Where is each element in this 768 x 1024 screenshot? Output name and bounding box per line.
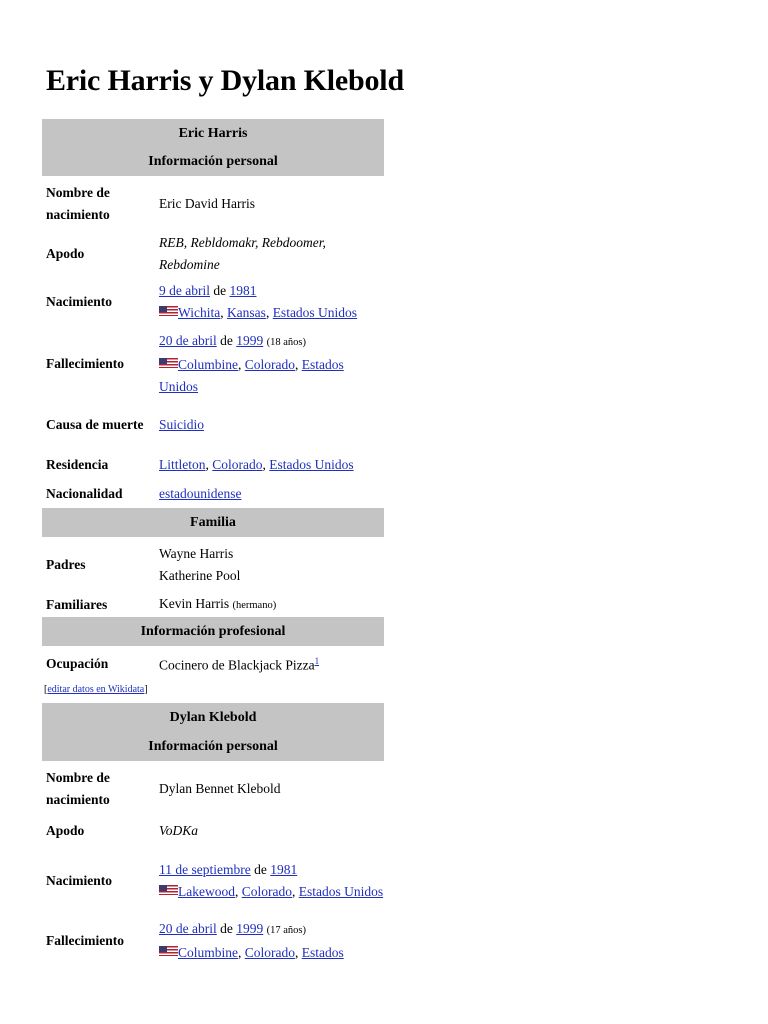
death-country-link[interactable]: Estados Unidos <box>159 357 344 394</box>
death-date-link[interactable]: 20 de abril <box>159 921 217 936</box>
us-flag-icon <box>159 306 178 316</box>
edit-wikidata <box>44 684 148 695</box>
birth-name-value: Eric David Harris <box>159 195 255 211</box>
parents-value <box>159 537 384 592</box>
us-flag-icon <box>159 946 178 956</box>
death-value: 20 de abril de 1999 (18 años) Columbine, Colorado, Estados Unidos <box>159 333 344 394</box>
nickname-value <box>159 816 384 846</box>
death-value: 20 de abril de 1999 (17 años) Columbine, Colorado, Estados <box>159 921 344 960</box>
cause-value <box>159 400 384 450</box>
relative-name: Kevin Harris <box>159 595 230 611</box>
birth-city-link[interactable]: Wichita <box>178 305 221 320</box>
birth-label: Nacimiento <box>46 873 112 888</box>
birth-year-link[interactable]: 1981 <box>229 283 257 298</box>
occupation-ref-link[interactable]: 1 <box>314 656 320 667</box>
death-date-link[interactable]: 20 de abril <box>159 333 217 348</box>
death-state-link[interactable]: Colorado <box>244 357 295 372</box>
infobox-eric-harris <box>42 119 384 681</box>
parent-mother: Katherine Pool <box>159 567 241 583</box>
edit-wikidata-link[interactable]: editar datos en Wikidata <box>47 684 145 695</box>
death-age: (17 años) <box>266 925 306 936</box>
birth-country-link[interactable]: Estados Unidos <box>272 305 358 320</box>
nationality-link[interactable]: estadounidense <box>159 485 242 501</box>
nickname-value <box>159 231 384 276</box>
death-label: Fallecimiento <box>46 356 124 371</box>
birth-value: 9 de abril de 1981 Wichita, Kansas, Estados Unidos <box>159 283 358 320</box>
birth-year-link[interactable]: 1981 <box>270 862 298 877</box>
nickname-text: VoDKa <box>159 823 199 838</box>
death-city-link[interactable]: Columbine <box>178 945 238 960</box>
nickname-label: Apodo <box>46 245 85 261</box>
birth-state-link[interactable]: Kansas <box>226 305 266 320</box>
death-year-link[interactable]: 1999 <box>236 333 264 348</box>
residence-country-link[interactable]: Estados Unidos <box>269 456 354 472</box>
occupation-label: Ocupación <box>46 655 109 671</box>
nickname-label: Apodo <box>46 823 85 838</box>
section-header-personal: Información personal <box>42 148 384 176</box>
section-header-family: Familia <box>42 508 384 537</box>
birth-state-link[interactable]: Colorado <box>241 884 292 899</box>
nickname-text: REB, Rebldomakr, Rebdoomer, Rebdomine <box>159 234 326 272</box>
infobox-name: Dylan Klebold <box>42 703 384 733</box>
residence-label: Residencia <box>46 456 109 472</box>
parent-father: Wayne Harris <box>159 545 234 561</box>
death-de: de <box>220 333 233 348</box>
infobox-name: Eric Harris <box>42 119 384 148</box>
birth-name-label: Nombre de nacimiento <box>46 769 110 807</box>
residence-value: Littleton, Colorado, Estados Unidos <box>159 456 354 472</box>
nationality-label: Nacionalidad <box>46 485 123 501</box>
birth-de: de <box>254 862 267 877</box>
death-age: (18 años) <box>266 337 306 348</box>
edit-close-bracket: ] <box>144 684 148 695</box>
cause-label: Causa de muerte <box>46 417 144 432</box>
birth-value: 11 de septiembre de 1981 Lakewood, Colorado, Estados Unidos <box>159 862 384 899</box>
relative-note: (hermano) <box>232 599 277 611</box>
birth-date-link[interactable]: 11 de septiembre <box>159 862 251 877</box>
parents-label: Padres <box>46 556 86 572</box>
death-year-link[interactable]: 1999 <box>236 921 264 936</box>
death-country-link[interactable]: Estados <box>301 945 344 960</box>
us-flag-icon <box>159 885 178 895</box>
birth-de: de <box>213 283 227 298</box>
birth-name-label: Nombre de nacimiento <box>46 184 110 222</box>
nationality-value <box>159 479 384 508</box>
residence-city-link[interactable]: Littleton <box>159 456 206 472</box>
residence-state-link[interactable]: Colorado <box>212 456 263 472</box>
death-label: Fallecimiento <box>46 933 124 948</box>
infobox-dylan-klebold <box>42 703 384 966</box>
birth-label: Nacimiento <box>46 294 112 309</box>
us-flag-icon <box>159 358 178 368</box>
section-header-professional: Información profesional <box>42 617 384 646</box>
occupation-text: Cocinero de Blackjack Pizza <box>159 657 315 673</box>
section-header-personal: Información personal <box>42 733 384 761</box>
page-title: Eric Harris y Dylan Klebold <box>46 64 404 97</box>
occupation-value <box>159 646 384 681</box>
death-de: de <box>220 921 233 936</box>
birth-city-link[interactable]: Lakewood <box>178 884 235 899</box>
cause-link[interactable]: Suicidio <box>159 417 205 432</box>
birth-country-link[interactable]: Estados Unidos <box>298 884 384 899</box>
birth-date-link[interactable]: 9 de abril <box>159 283 210 298</box>
relatives-value <box>159 592 384 617</box>
death-city-link[interactable]: Columbine <box>178 357 238 372</box>
birth-name-value: Dylan Bennet Klebold <box>159 780 281 796</box>
death-state-link[interactable]: Colorado <box>244 945 295 960</box>
edit-open-bracket: [ <box>44 684 48 695</box>
relatives-label: Familiares <box>46 596 108 612</box>
